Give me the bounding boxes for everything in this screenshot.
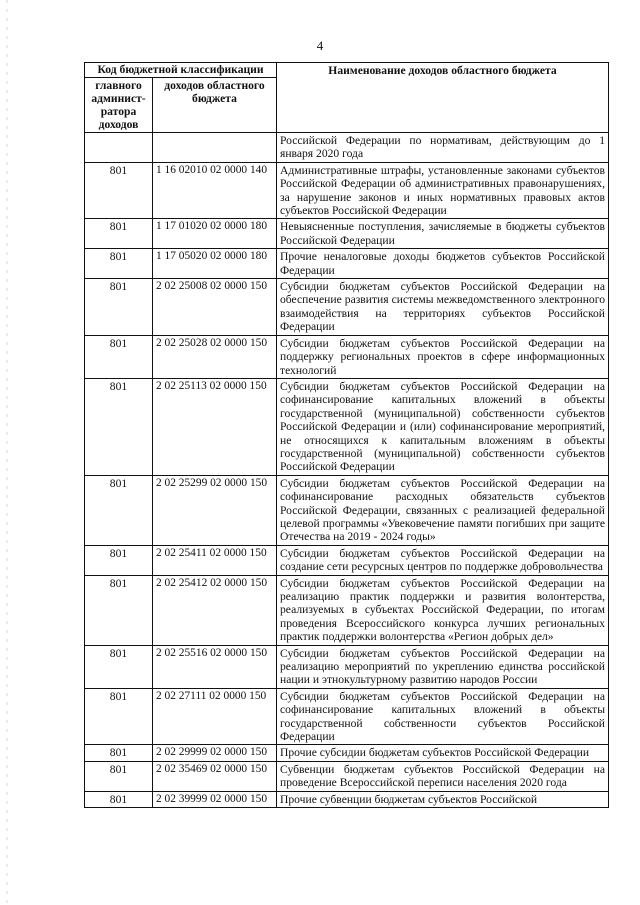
cell-code: 2 02 25299 02 0000 150 (153, 475, 277, 545)
cell-code: 2 02 39999 02 0000 150 (153, 791, 277, 807)
cell-name: Субсидии бюджетам субъектов Российской Федерации на реализацию мероприятий по укреплению единства российской нации и этнокультурному развитию народов России (277, 645, 609, 688)
table-row (85, 645, 609, 688)
cell-admin: 801 (85, 219, 153, 249)
cell-name: Субсидии бюджетам субъектов Российской Федерации на софинансирование капитальных вложений в объекты государственной (муниципальной) собственности субъектов Российской Федерации и (или) софинансирование мероприятий, не относящихся к капитальным вложениям в объекты государственной (муниципальной) собственности субъектов Российской Федерации (277, 378, 609, 475)
table-row (85, 761, 609, 791)
cell-admin: 801 (85, 791, 153, 807)
cell-code: 1 16 02010 02 0000 140 (153, 162, 277, 219)
cell-name: Невыясненные поступления, зачисляемые в бюджеты субъектов Российской Федерации (277, 219, 609, 249)
budget-classification-table (84, 62, 609, 808)
table-row (85, 688, 609, 745)
cell-admin: 801 (85, 645, 153, 688)
cell-admin: 801 (85, 279, 153, 336)
cell-code: 2 02 25516 02 0000 150 (153, 645, 277, 688)
cell-code: 2 02 25008 02 0000 150 (153, 279, 277, 336)
cell-code (153, 133, 277, 163)
cell-name: Субсидии бюджетам субъектов Российской Федерации на софинансирование капитальных вложений в объекты государственной собственности субъектов Российской Федерации (277, 688, 609, 745)
cell-code: 2 02 29999 02 0000 150 (153, 745, 277, 761)
header-group-label: Код бюджетной классификации (85, 63, 277, 78)
table-body (85, 133, 609, 808)
cell-code: 2 02 25028 02 0000 150 (153, 335, 277, 378)
table-row (85, 545, 609, 575)
cell-admin: 801 (85, 335, 153, 378)
cell-code: 2 02 25113 02 0000 150 (153, 378, 277, 475)
scan-edge-mark (6, 0, 8, 905)
cell-name: Российской Федерации по нормативам, действующим до 1 января 2020 года (277, 133, 609, 163)
table-row (85, 475, 609, 545)
table-row (85, 162, 609, 219)
table-row (85, 279, 609, 336)
table-row (85, 219, 609, 249)
cell-name: Субсидии бюджетам субъектов Российской Федерации на обеспечение развития системы межведомственного электронного взаимодействия на территориях субъектов Российской Федерации (277, 279, 609, 336)
table-header (85, 63, 609, 133)
cell-name: Субвенции бюджетам субъектов Российской Федерации на проведение Всероссийской переписи населения 2020 года (277, 761, 609, 791)
cell-admin: 801 (85, 575, 153, 645)
cell-name: Прочие субвенции бюджетам субъектов Российской (277, 791, 609, 807)
cell-code: 2 02 25412 02 0000 150 (153, 575, 277, 645)
table-row (85, 791, 609, 807)
table-row (85, 745, 609, 761)
cell-code: 1 17 05020 02 0000 180 (153, 249, 277, 279)
cell-name: Субсидии бюджетам субъектов Российской Федерации на поддержку региональных проектов в сфере информационных технологий (277, 335, 609, 378)
cell-name: Субсидии бюджетам субъектов Российской Федерации на софинансирование расходных обязательств субъектов Российской Федерации, связанных с реализацией федеральной целевой программы «Увековечение памяти погибших при защите Отечества на 2019 - 2024 годы» (277, 475, 609, 545)
cell-admin: 801 (85, 545, 153, 575)
cell-admin: 801 (85, 688, 153, 745)
cell-code: 2 02 25411 02 0000 150 (153, 545, 277, 575)
cell-admin (85, 133, 153, 163)
cell-admin: 801 (85, 761, 153, 791)
cell-name: Субсидии бюджетам субъектов Российской Федерации на реализацию практик поддержки и развития волонтерства, реализуемых в субъектах Российской Федерации, по итогам проведения Всероссийского конкурса лучших региональных практик поддержки волонтерства «Регион добрых дел» (277, 575, 609, 645)
table-row (85, 575, 609, 645)
table-row (85, 378, 609, 475)
cell-admin: 801 (85, 378, 153, 475)
cell-code: 2 02 35469 02 0000 150 (153, 761, 277, 791)
table-row (85, 249, 609, 279)
header-name: Наименование доходов областного бюджета (277, 63, 609, 133)
page-number: 4 (316, 38, 324, 53)
cell-admin: 801 (85, 249, 153, 279)
cell-name: Прочие субсидии бюджетам субъектов Российской Федерации (277, 745, 609, 761)
cell-code: 2 02 27111 02 0000 150 (153, 688, 277, 745)
cell-code: 1 17 01020 02 0000 180 (153, 219, 277, 249)
cell-name: Административные штрафы, установленные законами субъектов Российской Федерации об административных правонарушениях, за нарушение законов и иных нормативных правовых актов субъектов Российской Федерации (277, 162, 609, 219)
cell-admin: 801 (85, 745, 153, 761)
header-income: доходов областного бюджета (153, 78, 277, 133)
cell-admin: 801 (85, 475, 153, 545)
table-row (85, 335, 609, 378)
cell-name: Субсидии бюджетам субъектов Российской Федерации на создание сети ресурсных центров по поддержке добровольчества (277, 545, 609, 575)
cell-admin: 801 (85, 162, 153, 219)
header-admin: главного админист-ратора доходов (85, 78, 153, 133)
cell-name: Прочие неналоговые доходы бюджетов субъектов Российской Федерации (277, 249, 609, 279)
table-row (85, 133, 609, 163)
